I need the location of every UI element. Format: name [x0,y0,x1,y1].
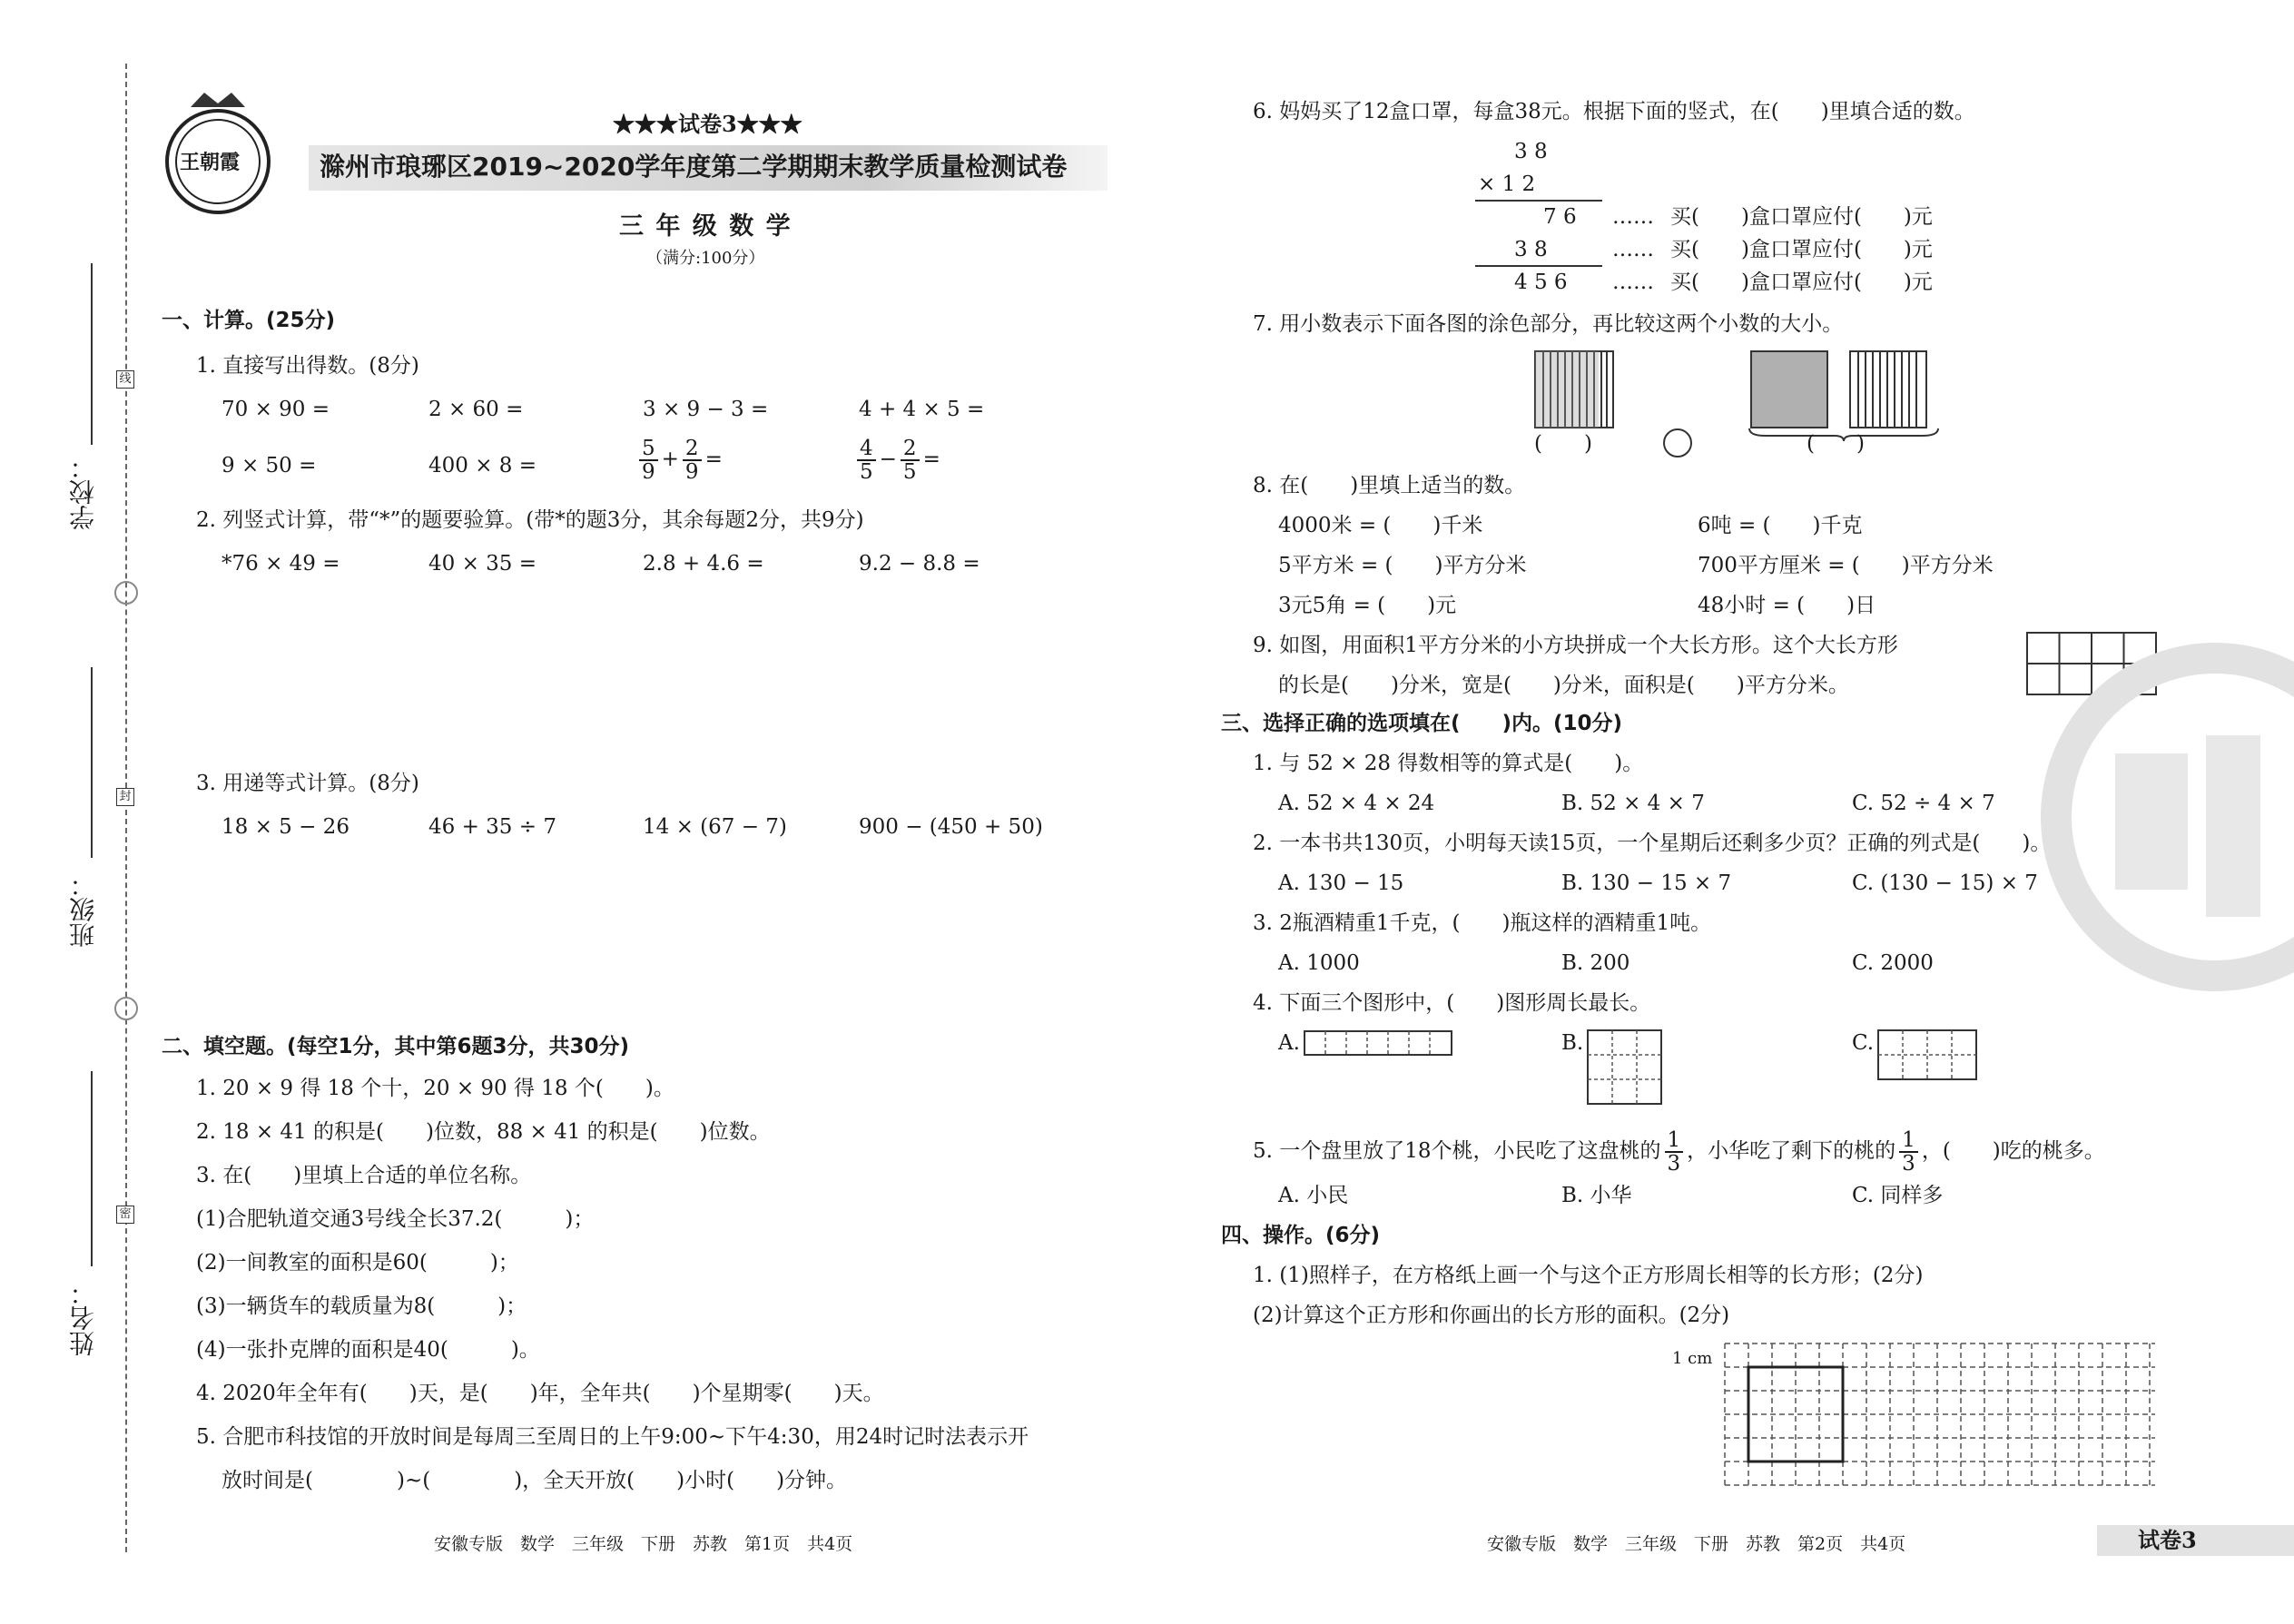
choice-option[interactable]: C. 2000 [1852,951,1934,975]
name-field[interactable] [91,1071,93,1266]
q8-item: 4000米 = ( )千米 [1278,514,1483,537]
q1-title: 1. 直接写出得数。(8分) [196,354,419,378]
section1-title: 一、计算。(25分) [162,309,336,332]
choice-stem-q5: 5. 一个盘里放了18个桃，小民吃了这盘桃的 $\frac{1}{3}$ ，小华吃了剩下的桃的 $\frac{1}{3}$ ，( )吃的桃多。 [1253,1128,2105,1176]
q3-item: 900 − (450 + 50) [859,815,1043,839]
q7-title: 7. 用小数表示下面各图的涂色部分，再比较这两个小数的大小。 [1253,312,1844,336]
choice-option[interactable]: A. 130 − 15 [1278,871,1404,895]
section4-title: 四、操作。(6分) [1221,1224,1381,1247]
q2-title: 2. 列竖式计算，带“*”的题要验算。(带*的题3分，其余每题2分，共9分) [196,508,864,532]
choice-option[interactable]: C. 52 ÷ 4 × 7 [1852,792,1995,815]
q6-vertical-row: 7 6 [1543,205,1577,229]
choice-option[interactable]: C. 同样多 [1852,1184,1944,1207]
q3-title: 3. 用递等式计算。(8分) [196,772,419,795]
q9-line: 9. 如图，用面积1平方分米的小方块拼成一个大长方形。这个大长方形 [1253,634,1898,657]
shape-c-figure [1877,1029,1979,1082]
binding-cut-line [125,64,127,1552]
q1-fraction-diff: $\frac{4}{5}$ − $\frac{2}{5}$ = [853,438,940,483]
choice-option[interactable]: B. 130 − 15 × 7 [1561,871,1732,895]
q6-dots: …… [1612,271,1654,294]
fill-line: 3. 在( )里填上合适的单位名称。 [196,1164,532,1187]
q8-item: 48小时 = ( )日 [1698,594,1876,617]
choice-option[interactable]: A. [1278,1031,1300,1055]
mark-close: 密 [116,1206,134,1224]
choice-stem: 4. 下面三个图形中，( )图形周长最长。 [1253,991,1651,1015]
choice-option[interactable]: C. (130 − 15) × 7 [1852,871,2038,895]
choice-stem: 1. 与 52 × 28 得数相等的算式是( )。 [1253,752,1644,775]
fill-line: 2. 18 × 41 的积是( )位数，88 × 41 的积是( )位数。 [196,1120,771,1144]
q7-blank-left[interactable]: ( ) [1534,432,1592,456]
fill-line: 放时间是( )~( )，全天开放( )小时( )分钟。 [222,1469,848,1492]
q8-title: 8. 在( )里填上适当的数。 [1253,474,1526,497]
q6-dots: …… [1612,238,1654,261]
q8-item: 5平方米 = ( )平方分米 [1278,554,1527,577]
q8-item: 6吨 = ( )千克 [1698,514,1863,537]
full-score: （满分:100分） [646,249,765,268]
q6-vertical-row: 3 8 [1514,238,1548,261]
vertical-rule [1475,265,1602,267]
q6-title: 6. 妈妈买了12盒口罩，每盒38元。根据下面的竖式，在( )里填合适的数。 [1253,100,1975,123]
class-field[interactable] [91,667,93,858]
name-label: 姓名： [68,1280,98,1356]
choice-option[interactable]: B. 小华 [1561,1184,1632,1207]
shape-b-figure [1587,1029,1663,1106]
mark-line: 线 [116,370,134,389]
choice-option[interactable]: B. 200 [1561,951,1630,975]
school-field[interactable] [91,263,93,445]
fill-line: 1. 20 × 9 得 18 个十，20 × 90 得 18 个( )。 [196,1077,674,1100]
q6-line: 买( )盒口罩应付( )元 [1670,271,1933,294]
q7-square-figures [1750,350,1941,430]
unit-label: 1 cm [1672,1349,1713,1368]
mark-seal: 封 [116,788,134,806]
q2-item: 40 × 35 = [428,552,537,576]
q3-item: 18 × 5 − 26 [222,815,350,839]
school-label: 学校： [68,454,98,530]
q6-vertical-row: × 1 2 [1478,172,1536,196]
shape-a-figure [1304,1029,1454,1057]
q1-item: 400 × 8 = [428,454,537,477]
q1-fraction-sum: $\frac{5}{9}$ + $\frac{2}{9}$ = [635,438,723,483]
choice-option[interactable]: A. 52 × 4 × 24 [1278,792,1435,815]
q6-line: 买( )盒口罩应付( )元 [1670,238,1933,261]
q2-item: 9.2 − 8.8 = [859,552,980,576]
choice-option[interactable]: A. 1000 [1278,951,1360,975]
q1-item: 9 × 50 = [222,454,317,477]
op-line: (2)计算这个正方形和你画出的长方形的面积。(2分) [1253,1304,1730,1327]
footer-tag: 试卷3 [2138,1527,2197,1553]
q6-dots: …… [1612,205,1654,229]
q1-item: 3 × 9 − 3 = [643,398,769,421]
subject-title: 三 年 级 数 学 [619,212,793,241]
publisher-logo-text: 王朝霞 [180,151,241,174]
q9-line: 的长是( )分米，宽是( )分米，面积是( )平方分米。 [1278,674,1849,697]
op-line: 1. (1)照样子，在方格纸上画一个与这个正方形周长相等的长方形；(2分) [1253,1264,1924,1287]
q2-item: 2.8 + 4.6 = [643,552,764,576]
q2-item: *76 × 49 = [222,552,340,576]
compare-circle[interactable] [1663,428,1692,458]
square-grid-paper[interactable] [1723,1342,2159,1496]
q8-item: 700平方厘米 = ( )平方分米 [1698,554,1994,577]
fill-line: (4)一张扑克牌的面积是40( )。 [196,1338,540,1362]
choice-stem: 2. 一本书共130页，小明每天读15页，一个星期后还剩多少页？正确的列式是( )。 [1253,832,2052,855]
q3-item: 14 × (67 − 7) [643,815,787,839]
binding-hole-icon [114,581,138,605]
fill-line: (1)合肥轨道交通3号线全长37.2( )； [196,1207,595,1231]
seal-watermark-icon [2024,626,2294,1008]
q6-vertical-row: 4 5 6 [1514,271,1568,294]
q6-vertical-row: 3 8 [1514,140,1548,163]
fill-line: (3)一辆货车的载质量为8( )； [196,1294,527,1318]
footer-right: 安徽专版 数学 三年级 下册 苏教 第2页 共4页 [1487,1534,1906,1554]
fill-line: 5. 合肥市科技馆的开放时间是每周三至周日的上午9:00~下午4:30，用24时记时法表示开 [196,1425,1029,1449]
fill-line: (2)一间教室的面积是60( )； [196,1251,519,1275]
section3-title: 三、选择正确的选项填在( )内。(10分) [1221,712,1623,735]
fill-line: 4. 2020年全年有( )天，是( )年，全年共( )个星期零( )天。 [196,1382,884,1405]
binding-hole-icon [114,997,138,1020]
q7-striped-figure [1534,350,1616,430]
binding-strip [0,0,136,1624]
q1-item: 70 × 90 = [222,398,330,421]
choice-stem: 3. 2瓶酒精重1千克，( )瓶这样的酒精重1吨。 [1253,911,1712,935]
q6-line: 买( )盒口罩应付( )元 [1670,205,1933,229]
choice-option[interactable]: A. 小民 [1278,1184,1349,1207]
q1-item: 2 × 60 = [428,398,524,421]
exam-number-label: ★★★试卷3★★★ [613,111,802,137]
choice-option[interactable]: B. 52 × 4 × 7 [1561,792,1705,815]
class-label: 班级： [68,871,98,948]
q1-item: 4 + 4 × 5 = [859,398,985,421]
choice-option[interactable]: C. [1852,1031,1875,1055]
section2-title: 二、填空题。(每空1分，其中第6题3分，共30分) [162,1035,630,1058]
q7-blank-right[interactable]: ( ) [1807,432,1865,456]
q3-item: 46 + 35 ÷ 7 [428,815,556,839]
q8-item: 3元5角 = ( )元 [1278,594,1457,617]
choice-option[interactable]: B. [1561,1031,1584,1055]
vertical-rule [1475,200,1602,202]
footer-left: 安徽专版 数学 三年级 下册 苏教 第1页 共4页 [434,1534,853,1554]
exam-title: 滁州市琅琊区2019~2020学年度第二学期期末教学质量检测试卷 [320,152,1068,182]
